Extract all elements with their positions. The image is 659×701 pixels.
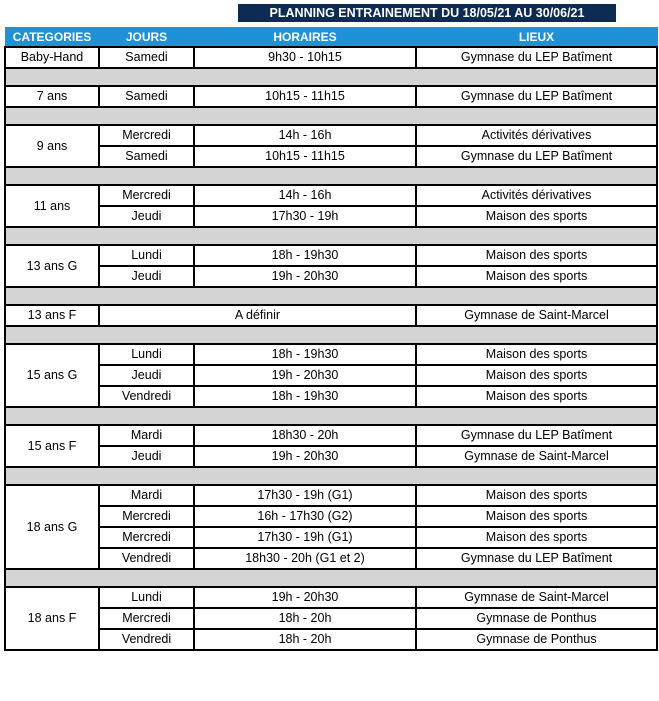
time-cell: 19h - 20h30 <box>194 266 416 287</box>
time-cell: 9h30 - 10h15 <box>194 47 416 68</box>
table-row <box>5 608 657 629</box>
time-cell: 17h30 - 19h (G1) <box>194 527 416 548</box>
table-row <box>5 125 657 146</box>
place-cell: Gymnase de Saint-Marcel <box>416 587 657 608</box>
category-cell: 9 ans <box>5 125 99 167</box>
category-cell: 13 ans F <box>5 305 99 326</box>
time-cell: 19h - 20h30 <box>194 446 416 467</box>
day-cell: Samedi <box>99 146 194 167</box>
table-row <box>5 305 657 326</box>
separator-cell <box>5 107 657 125</box>
day-cell: Samedi <box>99 86 194 107</box>
table-row <box>5 386 657 407</box>
group-separator <box>5 167 657 185</box>
category-cell: 7 ans <box>5 86 99 107</box>
day-cell: Mardi <box>99 485 194 506</box>
planning-table <box>4 27 658 651</box>
category-cell: Baby-Hand <box>5 47 99 68</box>
category-cell: 15 ans G <box>5 344 99 407</box>
place-cell: Gymnase de Saint-Marcel <box>416 446 657 467</box>
day-cell: Mardi <box>99 425 194 446</box>
day-cell: Vendredi <box>99 629 194 650</box>
table-row <box>5 86 657 107</box>
table-row <box>5 365 657 386</box>
day-cell: Vendredi <box>99 386 194 407</box>
group-separator <box>5 107 657 125</box>
place-cell: Maison des sports <box>416 344 657 365</box>
table-row <box>5 425 657 446</box>
place-cell: Gymnase de Ponthus <box>416 629 657 650</box>
table-row <box>5 344 657 365</box>
time-cell: 19h - 20h30 <box>194 365 416 386</box>
header-horaires: HORAIRES <box>194 28 416 48</box>
separator-cell <box>5 326 657 344</box>
category-cell: 13 ans G <box>5 245 99 287</box>
table-row <box>5 527 657 548</box>
category-cell: 18 ans F <box>5 587 99 650</box>
place-cell: Maison des sports <box>416 266 657 287</box>
separator-cell <box>5 467 657 485</box>
planning-body <box>5 47 657 650</box>
place-cell: Gymnase du LEP Batîment <box>416 425 657 446</box>
table-row <box>5 629 657 650</box>
group-separator <box>5 287 657 305</box>
separator-cell <box>5 569 657 587</box>
time-cell: 14h - 16h <box>194 185 416 206</box>
table-row <box>5 485 657 506</box>
table-row <box>5 548 657 569</box>
table-row <box>5 446 657 467</box>
group-separator <box>5 227 657 245</box>
time-cell: 19h - 20h30 <box>194 587 416 608</box>
time-cell: 18h - 19h30 <box>194 386 416 407</box>
table-row <box>5 266 657 287</box>
header-row <box>5 28 657 48</box>
separator-cell <box>5 287 657 305</box>
day-cell: Mercredi <box>99 125 194 146</box>
day-cell: Lundi <box>99 587 194 608</box>
header-lieux: LIEUX <box>416 28 657 48</box>
category-cell: 15 ans F <box>5 425 99 467</box>
place-cell: Maison des sports <box>416 386 657 407</box>
day-cell: Lundi <box>99 245 194 266</box>
time-cell: 14h - 16h <box>194 125 416 146</box>
place-cell: Maison des sports <box>416 245 657 266</box>
group-separator <box>5 407 657 425</box>
group-separator <box>5 467 657 485</box>
day-cell: Mercredi <box>99 527 194 548</box>
place-cell: Maison des sports <box>416 485 657 506</box>
table-row <box>5 506 657 527</box>
time-cell: 18h30 - 20h (G1 et 2) <box>194 548 416 569</box>
table-row <box>5 587 657 608</box>
day-cell: Samedi <box>99 47 194 68</box>
table-row <box>5 47 657 68</box>
day-cell: Mercredi <box>99 506 194 527</box>
time-cell: 17h30 - 19h <box>194 206 416 227</box>
place-cell: Activités dérivatives <box>416 125 657 146</box>
place-cell: Gymnase du LEP Batîment <box>416 146 657 167</box>
time-cell: 18h - 20h <box>194 629 416 650</box>
day-cell: Vendredi <box>99 548 194 569</box>
group-separator <box>5 68 657 86</box>
day-cell: Jeudi <box>99 266 194 287</box>
time-cell: 10h15 - 11h15 <box>194 146 416 167</box>
place-cell: Gymnase du LEP Batîment <box>416 548 657 569</box>
day-cell: Lundi <box>99 344 194 365</box>
header-jours: JOURS <box>99 28 194 48</box>
place-cell: Gymnase de Saint-Marcel <box>416 305 657 326</box>
header-categories: CATEGORIES <box>5 28 99 48</box>
place-cell: Maison des sports <box>416 206 657 227</box>
category-cell: 18 ans G <box>5 485 99 569</box>
place-cell: Gymnase du LEP Batîment <box>416 47 657 68</box>
table-row <box>5 185 657 206</box>
time-cell: 18h - 20h <box>194 608 416 629</box>
place-cell: Gymnase de Ponthus <box>416 608 657 629</box>
day-cell: Mercredi <box>99 608 194 629</box>
time-cell: 10h15 - 11h15 <box>194 86 416 107</box>
place-cell: Activités dérivatives <box>416 185 657 206</box>
time-cell: 17h30 - 19h (G1) <box>194 485 416 506</box>
table-row <box>5 146 657 167</box>
day-cell: Mercredi <box>99 185 194 206</box>
time-cell: 18h - 19h30 <box>194 344 416 365</box>
place-cell: Gymnase du LEP Batîment <box>416 86 657 107</box>
day-cell: Jeudi <box>99 206 194 227</box>
separator-cell <box>5 407 657 425</box>
day-cell: Jeudi <box>99 446 194 467</box>
place-cell: Maison des sports <box>416 506 657 527</box>
table-row <box>5 245 657 266</box>
merged-schedule-cell: A définir <box>99 305 416 326</box>
planning-title: PLANNING ENTRAINEMENT DU 18/05/21 AU 30/06/21 <box>238 4 616 22</box>
place-cell: Maison des sports <box>416 527 657 548</box>
separator-cell <box>5 227 657 245</box>
day-cell: Jeudi <box>99 365 194 386</box>
separator-cell <box>5 167 657 185</box>
time-cell: 16h - 17h30 (G2) <box>194 506 416 527</box>
separator-cell <box>5 68 657 86</box>
table-row <box>5 206 657 227</box>
group-separator <box>5 326 657 344</box>
group-separator <box>5 569 657 587</box>
time-cell: 18h - 19h30 <box>194 245 416 266</box>
time-cell: 18h30 - 20h <box>194 425 416 446</box>
place-cell: Maison des sports <box>416 365 657 386</box>
category-cell: 11 ans <box>5 185 99 227</box>
